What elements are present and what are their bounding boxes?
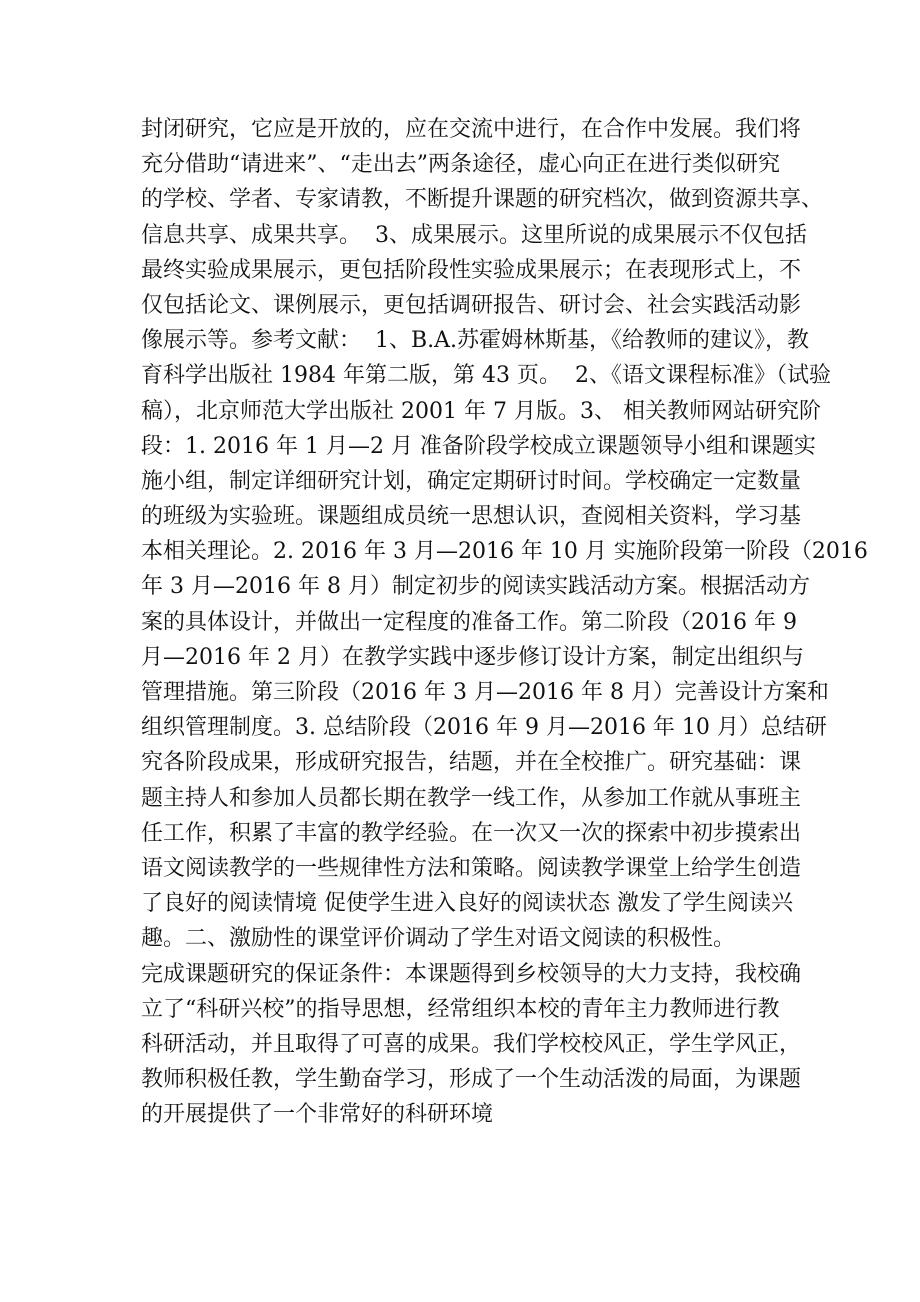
text-line: 题主持人和参加人员都长期在教学一线工作，从参加工作就从事班主 bbox=[141, 785, 802, 811]
text-line: 的班级为实验班。课题组成员统一思想认识，查阅相关资料，学习基 bbox=[141, 504, 802, 530]
body-text bbox=[141, 112, 868, 1132]
text-line: 充分借助“请进来”、“走出去”两条途径，虚心向正在进行类似研究 bbox=[141, 152, 780, 178]
text-line: 科研活动，并且取得了可喜的成果。我们学校校风正，学生学风正， bbox=[141, 1031, 802, 1057]
text-line: 完成课题研究的保证条件：本课题得到乡校领导的大力支持，我校确 bbox=[141, 961, 802, 987]
text-line: 封闭研究，它应是开放的，应在交流中进行，在合作中发展。我们将 bbox=[141, 117, 802, 142]
text-line: 像展示等。参考文献： 1、B.A.苏霍姆林斯基，《给教师的建议》，教 bbox=[141, 328, 810, 354]
text-line: 任工作，积累了丰富的教学经验。在一次又一次的探索中初步摸索出 bbox=[141, 820, 802, 846]
text-line: 稿），北京师范大学出版社 2001 年 7 月版。3、 相关教师网站研究阶 bbox=[141, 398, 821, 424]
text-line: 本相关理论。2. 2016 年 3 月—2016 年 10 月 实施阶段第一阶段（2016 bbox=[141, 539, 868, 565]
text-line: 月—2016 年 2 月）在教学实践中逐步修订设计方案，制定出组织与 bbox=[141, 644, 804, 670]
text-line: 语文阅读教学的一些规律性方法和策略。阅读教学课堂上给学生创造 bbox=[141, 855, 802, 881]
text-line: 年 3 月—2016 年 8 月）制定初步的阅读实践活动方案。根据活动方 bbox=[141, 574, 810, 600]
text-line: 施小组，制定详细研究计划，确定定期研讨时间。学校确定一定数量 bbox=[141, 468, 802, 494]
text-line: 管理措施。第三阶段（2016 年 3 月—2016 年 8 月）完善设计方案和 bbox=[141, 680, 829, 705]
text-line: 趣。二、激励性的课堂评价调动了学生对语文阅读的积极性。 bbox=[141, 926, 736, 952]
text-line: 信息共享、成果共享。 3、成果展示。这里所说的成果展示不仅包括 bbox=[141, 222, 807, 248]
text-line: 的开展提供了一个非常好的科研环境 bbox=[141, 1102, 494, 1128]
text-line: 最终实验成果展示，更包括阶段性实验成果展示；在表现形式上，不 bbox=[141, 257, 802, 283]
text-line: 育科学出版社 1984 年第二版，第 43 页。 2、《语文课程标准》（试验 bbox=[141, 363, 831, 389]
text-line: 教师积极任教，学生勤奋学习，形成了一个生动活泼的局面，为课题 bbox=[141, 1067, 802, 1093]
text-line: 的学校、学者、专家请教，不断提升课题的研究档次，做到资源共享、 bbox=[141, 187, 824, 213]
text-line: 立了“科研兴校”的指导思想，经常组织本校的青年主力教师进行教 bbox=[141, 996, 780, 1022]
text-line: 仅包括论文、课例展示，更包括调研报告、研讨会、社会实践活动影 bbox=[141, 292, 802, 318]
text-line: 段：1. 2016 年 1 月—2 月 准备阶段学校成立课题领导小组和课题实 bbox=[141, 433, 816, 459]
text-line: 组织管理制度。3. 总结阶段（2016 年 9 月—2016 年 10 月）总结研 bbox=[141, 715, 827, 741]
text-line: 了良好的阅读情境 促使学生进入良好的阅读状态 激发了学生阅读兴 bbox=[141, 891, 793, 917]
text-line: 案的具体设计，并做出一定程度的准备工作。第二阶段（2016 年 9 bbox=[141, 609, 797, 635]
text-line: 究各阶段成果，形成研究报告，结题，并在全校推广。研究基础：课 bbox=[141, 750, 802, 776]
